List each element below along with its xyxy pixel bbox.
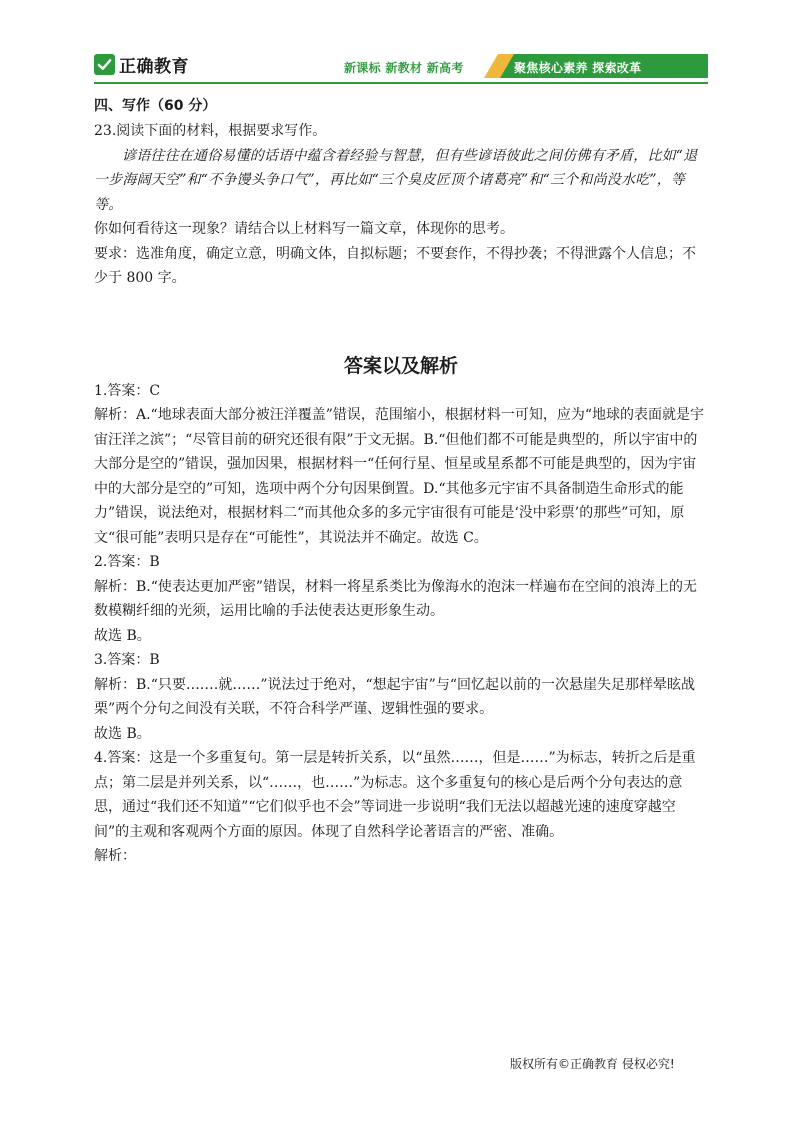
answers-title: 答案以及解析: [343, 354, 458, 377]
answer-line: 2.答案：B: [94, 554, 160, 570]
brand-logo: [94, 52, 189, 76]
answer-line: 1.答案：C: [94, 382, 161, 399]
writing-material: 谚语往往在通俗易懂的话语中蕴含着经验与智慧，但有些谚语彼此之间仿佛有矛盾，比如“退一步海阔天空”和“不争馒头争口气”，再比如“三个臭皮匠顶个诸葛亮”和“三个和尚没水吃”，等等。: [94, 147, 698, 213]
conclusion-text: 故选 B。: [94, 627, 151, 644]
checkmark-icon: [94, 54, 115, 75]
header-divider: [94, 82, 708, 84]
analysis-text: 解析：: [94, 848, 136, 864]
analysis-text: 解析：B.“使表达更加严密”错误，材料一将星系类比为像海水的泡沫一样遍布在空间的浪涛上的无数模糊纤细的光须，运用比喻的手法使表达更形象生动。: [94, 578, 698, 619]
answer-block: [94, 550, 708, 648]
writing-prompt: 你如何看待这一现象？请结合以上材料写一篇文章，体现你的思考。: [94, 221, 514, 237]
answer-line: 3.答案：B: [94, 652, 160, 668]
analysis-text: 解析：B.“只要….…就……”说法过于绝对，“想起宇宙”与“回忆起以前的一次悬崖失足那样晕眩战栗”两个分句之间没有关联，不符合科学严谨、逻辑性强的要求。: [94, 676, 695, 717]
answer-line: 4.答案：这是一个多重复句。第一层是转折关系，以“虽然……，但是……”为标志，转折之后是重点；第二层是并列关系，以“……，也……”为标志。这个多重复句的核心是后两个分句表达的意思，通过“我们还不知道”“它们似乎也不会”等词进一步说明“我们无法以超越光速的速度穿越空间”的主观和客观两个方面的原因。体现了自然科学论著语言的严密、准确。: [94, 750, 696, 840]
page-header: [94, 50, 708, 82]
section-spacer: [94, 291, 708, 353]
brand-name: 正确教育: [119, 56, 189, 77]
conclusion-text: 故选 B。: [94, 725, 151, 742]
answer-block: [94, 379, 708, 551]
writing-question: 23.阅读下面的材料，根据要求写作。: [94, 123, 327, 139]
answer-block: [94, 648, 708, 746]
answer-block: [94, 746, 708, 869]
header-slogan-right: 聚焦核心素养 探索改革: [514, 61, 642, 75]
header-slogan-left: 新课标 新教材 新高考: [344, 61, 464, 75]
writing-section-title: 四、写作（60 分）: [94, 98, 217, 114]
document-body: [94, 93, 708, 869]
writing-requirements: 要求：选准角度，确定立意，明确文体，自拟标题；不要套作，不得抄袭；不得泄露个人信息；不少于 800 字。: [94, 245, 696, 286]
analysis-text: 解析：A.“地球表面大部分被汪洋覆盖”错误，范围缩小，根据材料一可知，应为“地球的表面就是宇宙汪洋之滨”；“尽管目前的研究还很有限”于文无据。B.“但他们都不可能是典型的，所以宇宙中的大部分是空的”错误，强加因果，根据材料一“任何行星、恒星或星系都不可能是典型的，因为宇宙中的大部分是空的”可知，选项中两个分句因果倒置。D.“其他多元宇宙不具备制造生命形式的能力”错误，说法绝对，根据材料二“而其他众多的多元宇宙很有可能是‘没中彩票’的那些”可知，原文“很可能”表明只是存在“可能性”，其说法并不确定。故选 C。: [94, 407, 705, 546]
copyright-footer: 版权所有©正确教育 侵权必究!: [510, 1057, 675, 1071]
